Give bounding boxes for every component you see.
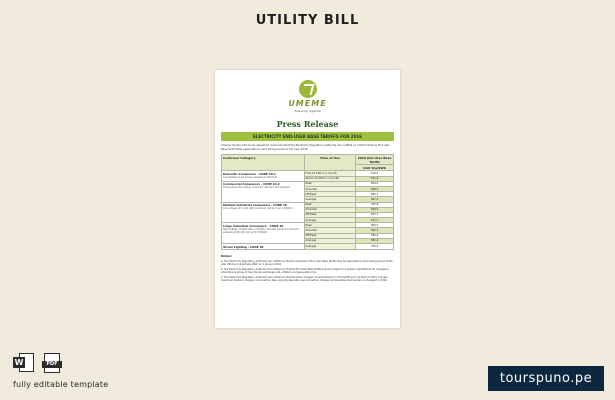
word-icon-label: W xyxy=(14,358,24,367)
category-description: Low Voltage single phase supplied at 240 Volts xyxy=(223,175,277,179)
tariff-value-cell: 400.3 xyxy=(356,223,394,228)
tariff-value-cell: 511.7 xyxy=(356,218,394,223)
note-item: 3. The Electricity Regulatory Authority has notified us that the other charges not prescribed for in the tariffs such as fixed monthly charges, maximum demand charges, reconnection fees, security deposits, new connection charges and penalties shall remain unchanged for 2016. xyxy=(221,275,389,282)
tariff-value-cell: 597.3 xyxy=(356,197,394,202)
tariff-value-cell: 392.1 xyxy=(356,228,394,233)
editable-template-label: fully editable template xyxy=(13,380,109,389)
time-of-use-cell: Above 15 kWh in a month xyxy=(304,176,356,181)
tariff-value-cell: 370.0 xyxy=(356,244,394,250)
header-tariff: 2016 End User Base Tariffs xyxy=(356,155,394,165)
press-release-heading: Press Release xyxy=(276,119,339,129)
category-cell xyxy=(222,202,305,223)
time-of-use-cell: Shoulder xyxy=(304,228,356,233)
time-of-use-cell: Average xyxy=(304,244,356,250)
time-of-use-cell: Shoulder xyxy=(304,207,356,212)
pdf-icon-label: PDF xyxy=(42,361,62,368)
category-cell xyxy=(222,171,305,181)
time-of-use-cell: Average xyxy=(304,197,356,202)
intro-paragraph: Umeme hereby informs its esteemed customers that the Electricity Regulatory Authority has notified us of the following End User Base Tariff Rates applicable to each billing period of the year 2016. xyxy=(221,144,390,151)
category-cell xyxy=(222,223,305,244)
tariff-value-cell: 671.9 xyxy=(356,176,394,181)
header-category: Customer Category xyxy=(222,155,305,171)
notes-heading: Notes: xyxy=(221,254,233,259)
time-of-use-cell: Off-Peak xyxy=(304,212,356,217)
time-of-use-cell: Average xyxy=(304,218,356,223)
tariff-value-cell: 286.9 xyxy=(356,233,394,238)
time-of-use-cell: Peak xyxy=(304,223,356,228)
category-cell xyxy=(222,181,305,202)
format-icons xyxy=(13,352,63,374)
category-name: Medium Industrial Consumers - CODE 20 xyxy=(223,203,287,208)
tariff-value-cell: 944.2 xyxy=(356,181,394,186)
tariff-table xyxy=(221,154,394,250)
category-cell xyxy=(222,244,305,250)
tariff-value-cell: 150.0 xyxy=(356,171,394,176)
category-description: Low voltage 415 volts with maximum demand up to 500kVA xyxy=(223,207,293,211)
site-brand-link[interactable]: tourspuno.pe xyxy=(488,366,604,391)
time-of-use-cell: Shoulder xyxy=(304,186,356,191)
header-time: Time of Use xyxy=(304,155,356,171)
tariff-value-cell: 380.3 xyxy=(356,192,394,197)
note-item: 2. The Electricity Regulatory Authority has notified us that the End User Base Tariffs shall be subject to quarterly adjustments for changes in international prices of fuel, foreign exchange rate, inflation and generation mix. xyxy=(221,267,389,274)
tariff-value-cell: 568.1 xyxy=(356,186,394,191)
category-name: Street Lighting - CODE 50 xyxy=(223,244,264,249)
tariff-value-cell: 705.6 xyxy=(356,202,394,207)
time-of-use-cell: Peak xyxy=(304,181,356,186)
time-of-use-cell: Peak xyxy=(304,202,356,207)
table-row xyxy=(222,244,394,250)
tariff-value-cell: 381.4 xyxy=(356,238,394,243)
notes-list xyxy=(221,260,394,282)
time-of-use-cell: First 15 kWh in a month xyxy=(304,171,356,176)
category-name: Commercial Consumers - CODE 10.2 xyxy=(223,182,280,187)
note-item: 1. The Electricity Regulatory Authority has notified us that the schedule of End User Base Tariffs shall be applicable to each billing period of the year 2016 and shall take effect on 1 January 2016. xyxy=(221,259,393,266)
umeme-logo-icon xyxy=(299,80,317,98)
tariff-value-cell: 303.1 xyxy=(356,212,394,217)
time-of-use-cell: Off-Peak xyxy=(304,233,356,238)
tariff-banner: ELECTRICITY END-USER BASE TARIFFS FOR 2016 xyxy=(221,132,394,141)
tariff-value-cell: 493.2 xyxy=(356,207,394,212)
category-description: High voltage 11,000 volts or 33,000 volts with maximum demand exceeding 500 kVA but up to 1500kVA xyxy=(223,227,299,234)
time-of-use-cell: Average xyxy=(304,238,356,243)
page-title: UTILITY BILL xyxy=(255,13,360,28)
category-name: Domestic Consumers - CODE 10.1 xyxy=(223,171,276,176)
pdf-document-icon xyxy=(41,352,63,374)
time-of-use-cell: Off-Peak xyxy=(304,192,356,197)
word-document-icon xyxy=(13,352,35,374)
header-unit: UGX Shs/kWh xyxy=(356,165,394,171)
brand-tagline: Powering Uganda xyxy=(294,109,321,113)
category-name: Large Industrial Consumers - CODE 30 xyxy=(223,223,284,228)
brand-name: UMEME xyxy=(288,99,327,108)
category-description: Three phase low voltage maximum demand 100 Amperes xyxy=(223,186,290,190)
bill-document-preview xyxy=(215,70,400,328)
